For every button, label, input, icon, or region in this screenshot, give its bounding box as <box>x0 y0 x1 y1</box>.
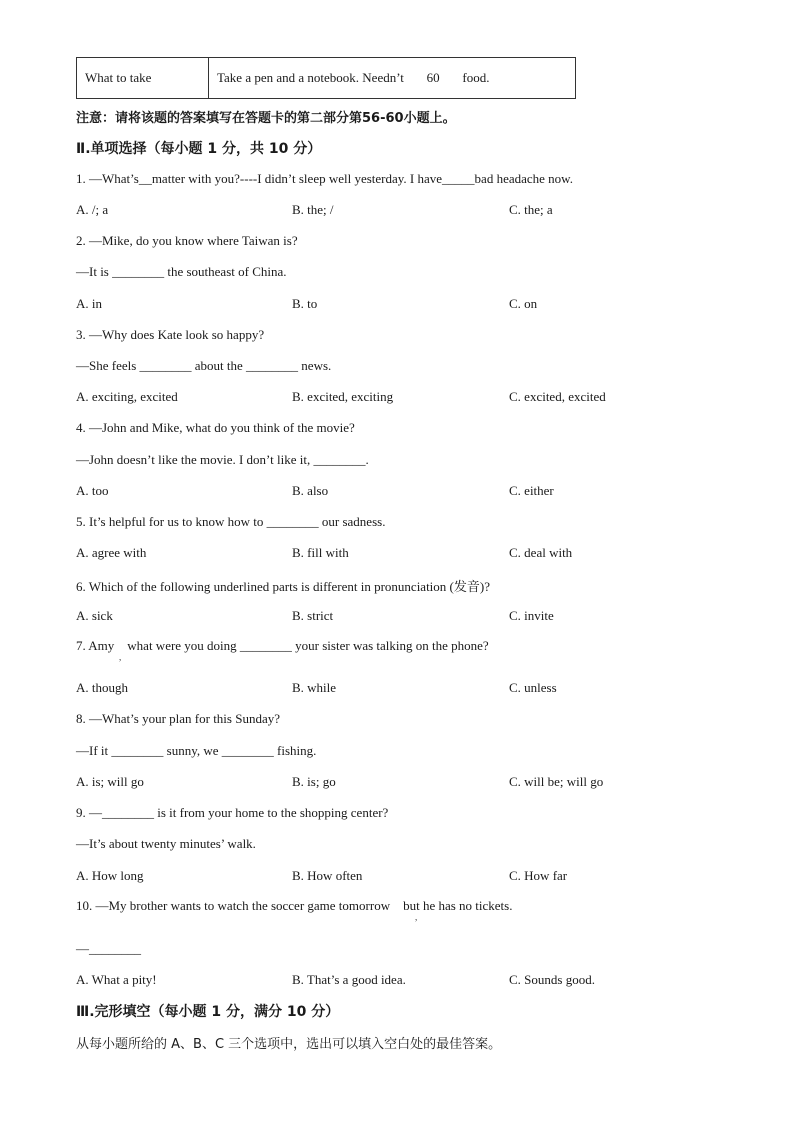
q3-option-b: B. excited, exciting <box>292 389 394 404</box>
question-10-answer-line: —________ <box>76 941 141 956</box>
q6-option-a: A. sick <box>76 608 113 623</box>
question-2-answer-line: —It is ________ the southeast of China. <box>76 264 287 279</box>
question-4: 4. —John and Mike, what do you think of the movie? <box>76 420 355 435</box>
question-3: 3. —Why does Kate look so happy? <box>76 327 265 342</box>
question-5: 5. It’s helpful for us to know how to ________ our sadness. <box>76 514 386 529</box>
q4-option-a: A. too <box>76 483 109 498</box>
q2-option-c: C. on <box>509 296 538 311</box>
question-6: 6. Which of the following underlined parts is different in pronunciation (发音)? <box>76 579 490 594</box>
table-label-cell: What to take <box>77 58 209 99</box>
question-9-answer-line: —It’s about twenty minutes’ walk. <box>76 836 256 851</box>
answer-notice: 注意：请将该题的答案填写在答题卡的第二部分第56-60小题上。 <box>76 111 456 126</box>
q8-option-b: B. is; go <box>292 774 336 789</box>
q7-option-a: A. though <box>76 680 128 695</box>
table-value-cell: Take a pen and a notebook. Needn’t 60 food. <box>209 58 576 99</box>
question-7: 7. Amy what were you doing ________ your sister was talking on the phone? <box>76 638 489 653</box>
comma-mark: , <box>119 652 122 662</box>
comma-mark: , <box>415 912 418 922</box>
question-9: 9. —________ is it from your home to the shopping center? <box>76 805 389 820</box>
q2-option-a: A. in <box>76 296 102 311</box>
q9-option-c: C. How far <box>509 868 568 883</box>
q1-option-b: B. the; / <box>292 202 334 217</box>
q10-option-c: C. Sounds good. <box>509 972 595 987</box>
q9-option-a: A. How long <box>76 868 144 883</box>
section-3-title: Ⅲ.完形填空（每小题 1 分，满分 10 分） <box>76 1004 340 1020</box>
q10-option-b: B. That’s a good idea. <box>292 972 406 987</box>
q5-option-c: C. deal with <box>509 545 573 560</box>
q8-option-a: A. is; will go <box>76 774 144 789</box>
q6-option-c: C. invite <box>509 608 554 623</box>
q7-option-c: C. unless <box>509 680 557 695</box>
q7-option-b: B. while <box>292 680 337 695</box>
question-10: 10. —My brother wants to watch the soccer game tomorrow but he has no tickets. <box>76 898 513 913</box>
q10-option-a: A. What a pity! <box>76 972 157 987</box>
info-table <box>76 57 576 99</box>
q1-option-a: A. /; a <box>76 202 109 217</box>
question-8-answer-line: —If it ________ sunny, we ________ fishing. <box>76 743 317 758</box>
question-8: 8. —What’s your plan for this Sunday? <box>76 711 280 726</box>
q3-option-a: A. exciting, excited <box>76 389 178 404</box>
q9-option-b: B. How often <box>292 868 363 883</box>
q4-option-b: B. also <box>292 483 329 498</box>
q8-option-c: C. will be; will go <box>509 774 604 789</box>
q1-option-c: C. the; a <box>509 202 553 217</box>
q5-option-a: A. agree with <box>76 545 147 560</box>
q3-option-c: C. excited, excited <box>509 389 606 404</box>
section-2-title: Ⅱ.单项选择（每小题 1 分，共 10 分） <box>76 141 322 157</box>
question-1: 1. —What’s__matter with you?----I didn’t sleep well yesterday. I have_____bad headache now. <box>76 171 573 186</box>
q6-option-b: B. strict <box>292 608 334 623</box>
section-3-instruction: 从每小题所给的 A、B、C 三个选项中，选出可以填入空白处的最佳答案。 <box>76 1037 502 1052</box>
question-4-answer-line: —John doesn’t like the movie. I don’t like it, ________. <box>76 452 369 467</box>
q2-option-b: B. to <box>292 296 318 311</box>
question-3-answer-line: —She feels ________ about the ________ news. <box>76 358 332 373</box>
q4-option-c: C. either <box>509 483 554 498</box>
q5-option-b: B. fill with <box>292 545 349 560</box>
question-2: 2. —Mike, do you know where Taiwan is? <box>76 233 298 248</box>
